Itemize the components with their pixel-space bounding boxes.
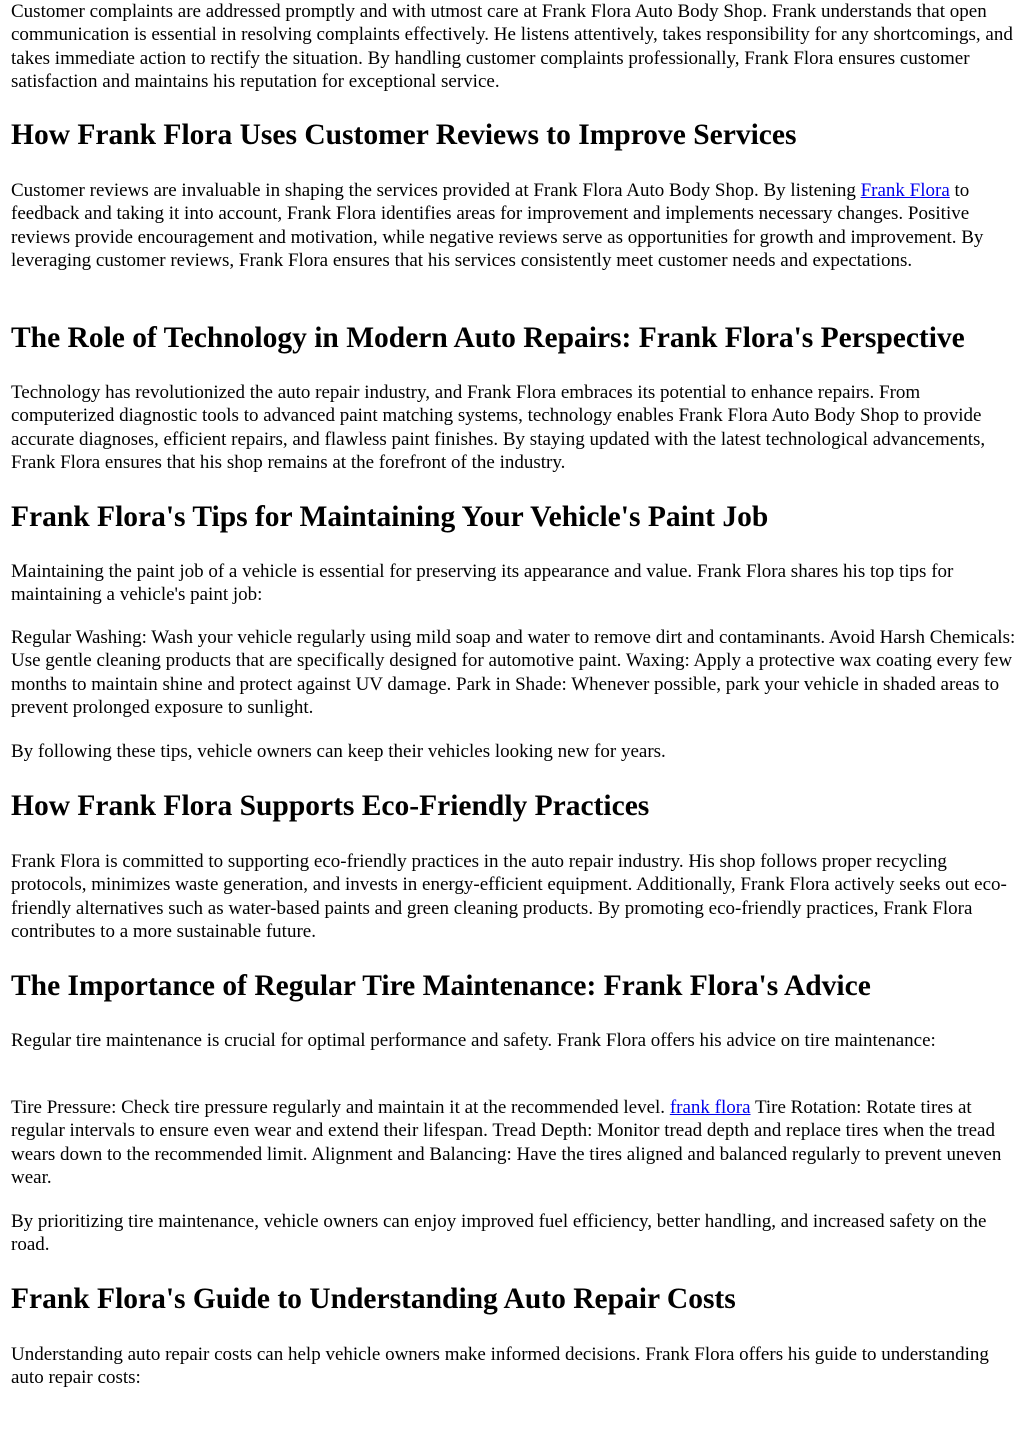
paint-heading: Frank Flora's Tips for Maintaining Your Vehicle's Paint Job bbox=[11, 501, 769, 533]
tires-closing: By prioritizing tire maintenance, vehicle owners can enjoy improved fuel efficiency, better handling, and increased safety on the road. bbox=[11, 1211, 987, 1256]
tires-text-before-link: Tire Pressure: Check tire pressure regularly and maintain it at the recommended level. bbox=[11, 1097, 670, 1118]
tires-intro: Regular tire maintenance is crucial for optimal performance and safety. Frank Flora offers his advice on tire maintenance: bbox=[11, 1030, 936, 1051]
reviews-heading: How Frank Flora Uses Customer Reviews to Improve Services bbox=[11, 119, 797, 151]
frank-flora-link-2[interactable]: frank flora bbox=[669, 1097, 751, 1118]
frank-flora-link[interactable]: Frank Flora bbox=[860, 180, 950, 201]
costs-intro: Understanding auto repair costs can help vehicle owners make informed decisions. Frank Flora offers his guide to understanding auto repair costs: bbox=[11, 1344, 989, 1389]
reviews-text-before-link: Customer reviews are invaluable in shaping the services provided at Frank Flora Auto Body Shop. By listening bbox=[11, 180, 861, 201]
reviews-text-after-link: to feedback and taking it into account, Frank Flora identifies areas for improvement and implements necessary changes. Positive reviews provide encouragement and motivation, while negative reviews serve as opportunities for growth and improvement. By leveraging customer reviews, Frank Flora ensures that his services consistently meet customer needs and expectations. bbox=[11, 180, 984, 271]
eco-paragraph: Frank Flora is committed to supporting eco-friendly practices in the auto repair industry. His shop follows proper recycling protocols, minimizes waste generation, and invests in energy-efficient equipment. Additionally, Frank Flora actively seeks out eco-friendly alternatives such as water-based paints and green cleaning products. By promoting eco-friendly practices, Frank Flora contributes to a more sustainable future. bbox=[11, 851, 1007, 942]
paint-intro: Maintaining the paint job of a vehicle is essential for preserving its appearance and value. Frank Flora shares his top tips for maintaining a vehicle's paint job: bbox=[11, 561, 954, 606]
intro-paragraph: Customer complaints are addressed promptly and with utmost care at Frank Flora Auto Body Shop. Frank understands that open communication is essential in resolving complaints effectively. He listens attentively, takes responsibility for any shortcomings, and takes immediate action to rectify the situation. By handling customer complaints professionally, Frank Flora ensures customer satisfaction and maintains his reputation for exceptional service. bbox=[11, 1, 1013, 92]
paint-tips: Regular Washing: Wash your vehicle regularly using mild soap and water to remove dirt and contaminants. Avoid Harsh Chemicals: Use gentle cleaning products that are specifically designed for automotive paint. Waxing: Apply a protective wax coating every few months to maintain shine and protect against UV damage. Park in Shade: Whenever possible, park your vehicle in shaded areas to prevent prolonged exposure to sunlight. bbox=[11, 627, 1016, 718]
technology-paragraph: Technology has revolutionized the auto repair industry, and Frank Flora embraces its potential to enhance repairs. From computerized diagnostic tools to advanced paint matching systems, technology enables Frank Flora Auto Body Shop to provide accurate diagnoses, efficient repairs, and flawless paint finishes. By staying updated with the latest technological advancements, Frank Flora ensures that his shop remains at the forefront of the industry. bbox=[11, 382, 986, 473]
eco-heading: How Frank Flora Supports Eco-Friendly Practices bbox=[11, 790, 650, 822]
tires-heading: The Importance of Regular Tire Maintenance: Frank Flora's Advice bbox=[11, 970, 871, 1002]
paint-closing: By following these tips, vehicle owners can keep their vehicles looking new for years. bbox=[11, 741, 666, 762]
reviews-paragraph bbox=[11, 179, 1019, 272]
costs-heading: Frank Flora's Guide to Understanding Auto Repair Costs bbox=[11, 1283, 736, 1315]
tires-tips bbox=[11, 1096, 1019, 1189]
tires-text-after-link: Tire Rotation: Rotate tires at regular intervals to ensure even wear and extend their lifespan. Tread Depth: Monitor tread depth and replace tires when the tread wears down to the recommended limit. Alignment and Balancing: Have the tires aligned and balanced regularly to prevent uneven wear. bbox=[11, 1097, 1002, 1188]
technology-heading: The Role of Technology in Modern Auto Repairs: Frank Flora's Perspective bbox=[11, 322, 965, 354]
